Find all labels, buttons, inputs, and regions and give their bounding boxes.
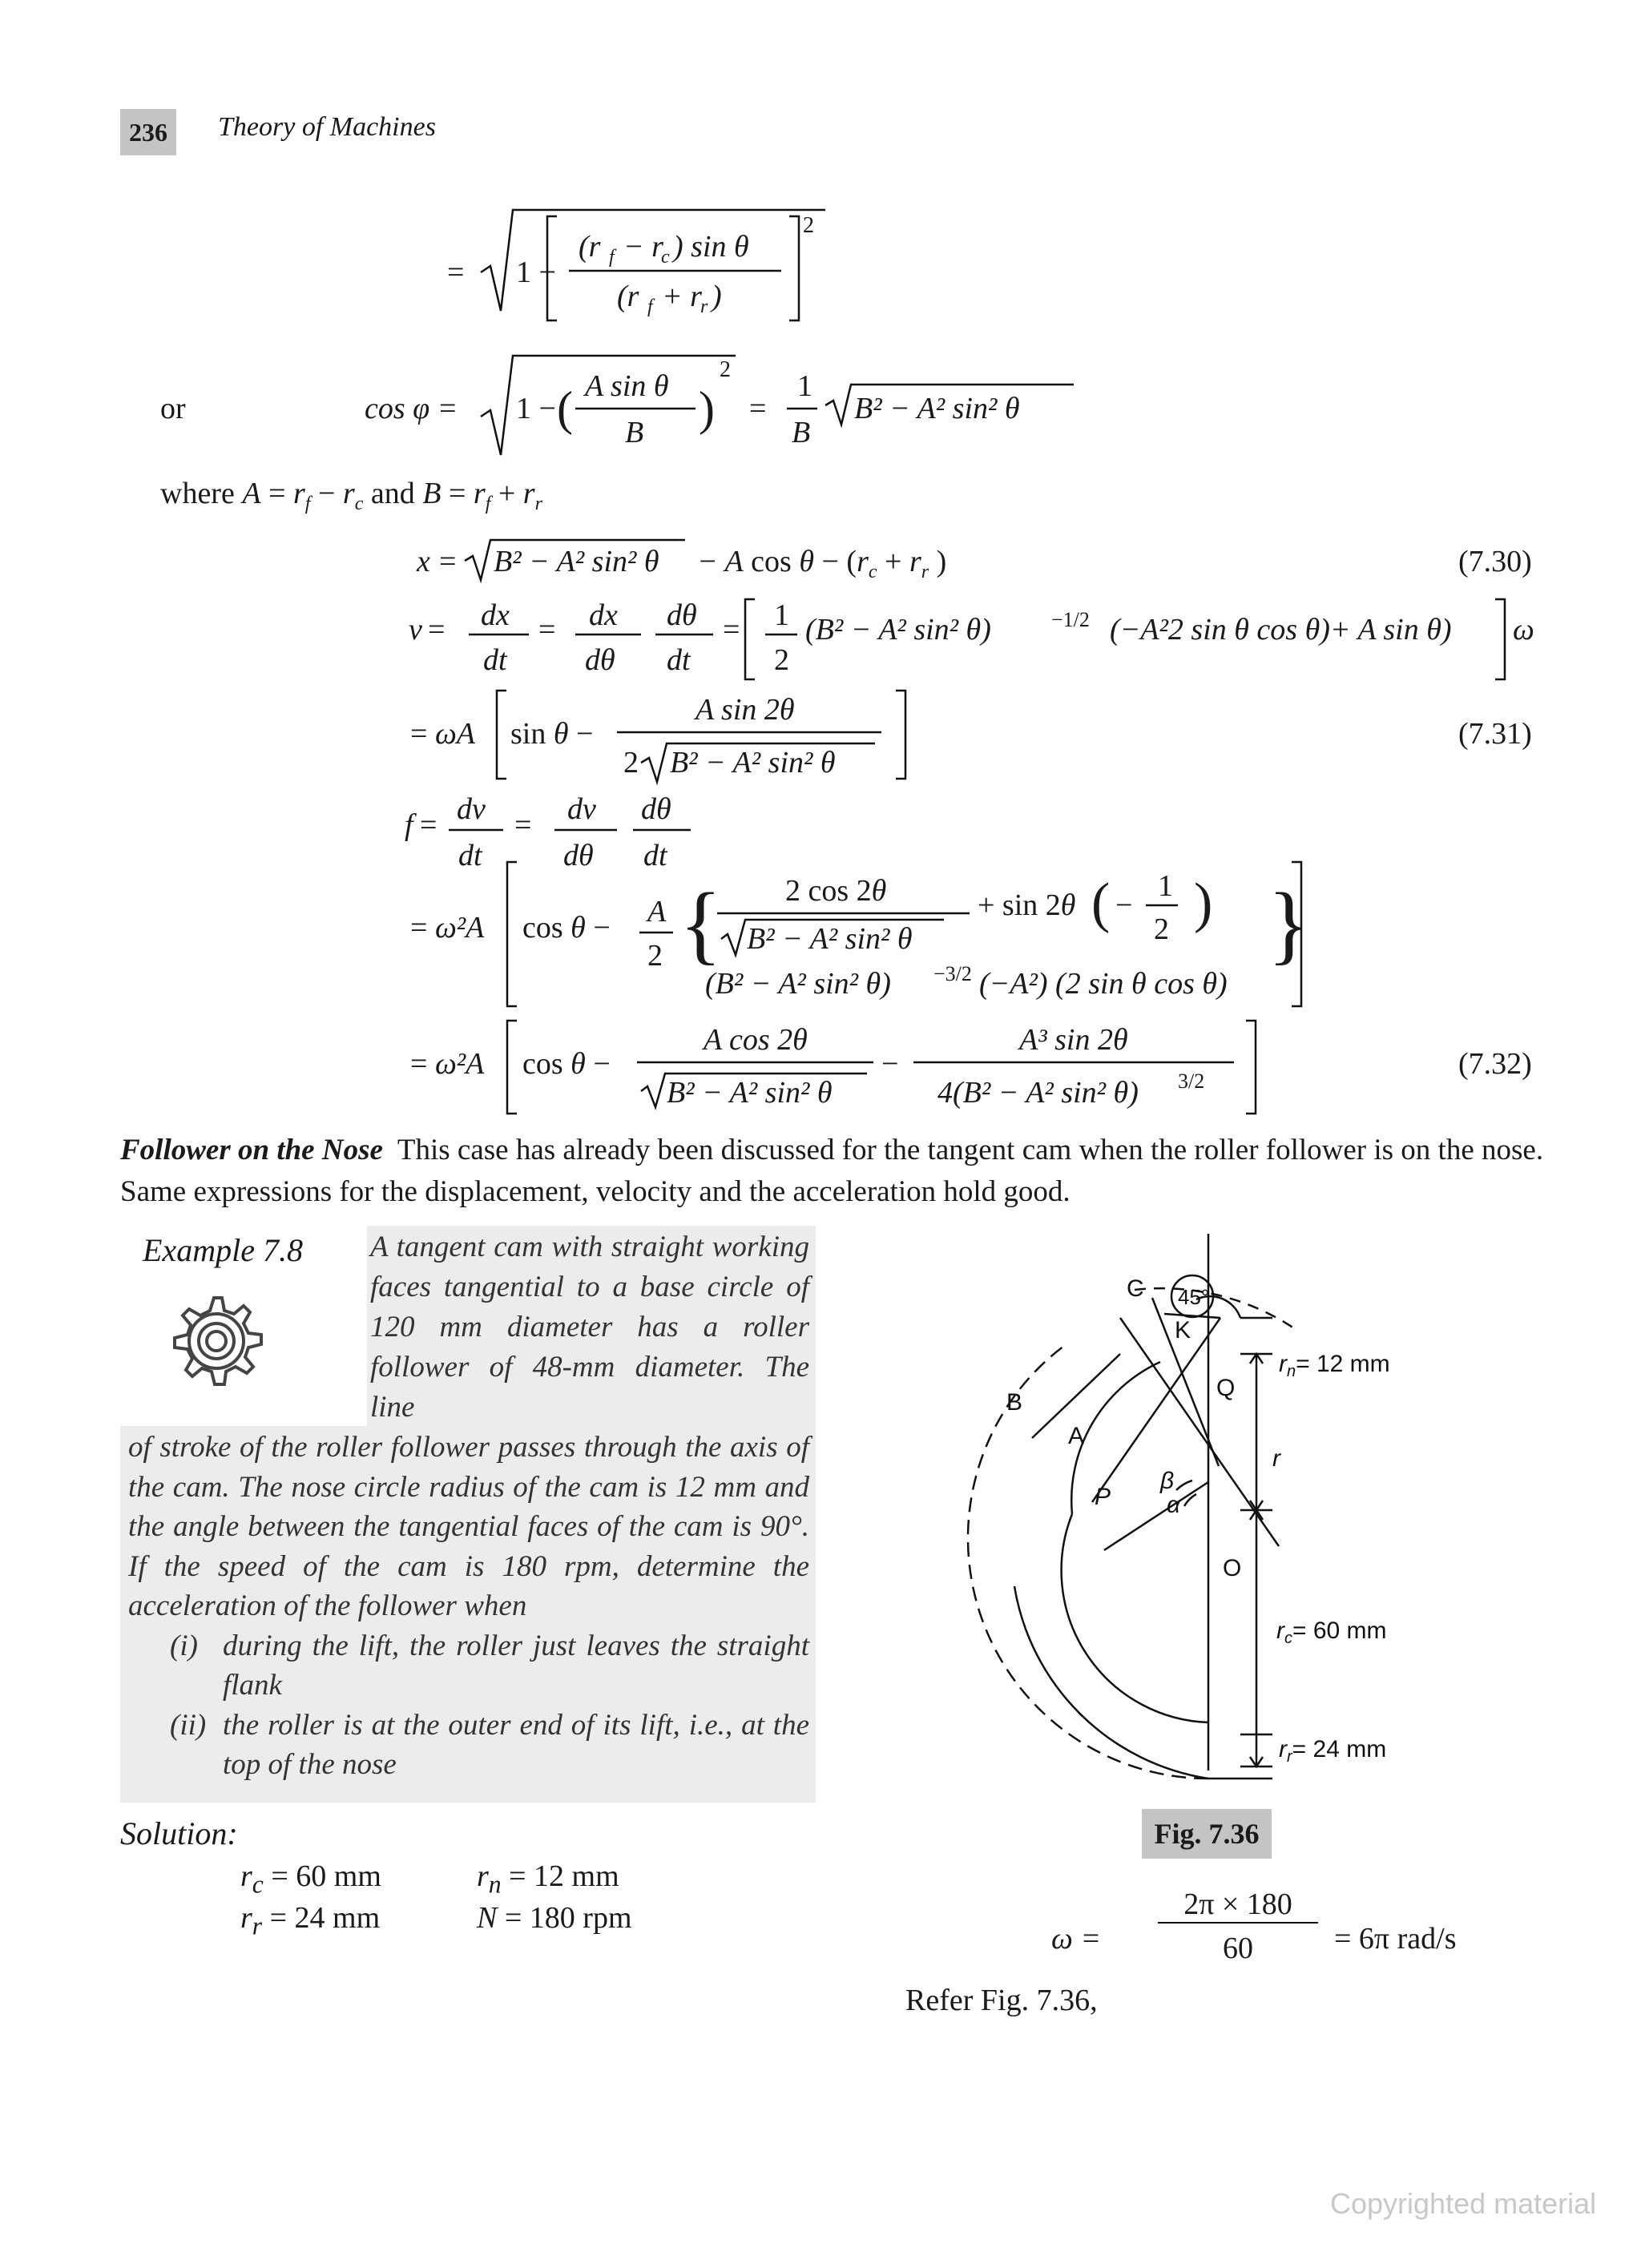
svg-text:f: f xyxy=(647,296,653,317)
svg-text:cos θ −: cos θ − xyxy=(522,1047,611,1081)
svg-text:rn= 12 mm: $r_n= 12$ mm xyxy=(1279,1351,1390,1380)
refer-figure: Refer Fig. 7.36, xyxy=(905,1984,1098,2017)
svg-text:c: c xyxy=(661,247,670,268)
label-q: Q xyxy=(1216,1375,1236,1401)
example-text-body xyxy=(128,1428,809,1785)
svg-text:2: 2 xyxy=(1154,912,1169,946)
svg-text:2: 2 xyxy=(774,643,789,677)
svg-text:): ) xyxy=(1194,872,1213,934)
running-title: Theory of Machines xyxy=(218,112,436,142)
svg-text:dx: dx xyxy=(589,598,618,632)
svg-text:2: 2 xyxy=(647,939,663,973)
svg-text:−1/2: −1/2 xyxy=(1051,608,1090,631)
svg-text:f: f xyxy=(405,808,413,842)
svg-text:dθ: dθ xyxy=(667,598,697,632)
svg-text:(−A²2 sin θ cos θ)+ A sin θ): (−A²2 sin θ cos θ)+ A sin θ) xyxy=(1110,613,1452,647)
svg-text:−: − xyxy=(1115,888,1133,922)
eq-label-731: (7.31) xyxy=(1458,717,1532,751)
svg-text:=: = xyxy=(514,808,532,842)
svg-text:(r: (r xyxy=(617,280,639,313)
given-rr: $r_r = 24$ mm xyxy=(240,1901,381,1940)
figure-7-36 xyxy=(920,1226,1641,1811)
svg-text:− r: − r xyxy=(623,230,663,264)
svg-text:1 −: 1 − xyxy=(516,392,556,425)
eq-equals: = xyxy=(447,256,465,289)
svg-text:): ) xyxy=(699,382,715,435)
svg-text:A³ sin 2θ: A³ sin 2θ xyxy=(1019,1023,1128,1057)
svg-text:−: − xyxy=(881,1047,899,1081)
svg-text:1 −: 1 − xyxy=(516,256,556,289)
svg-text:A: A xyxy=(647,895,667,929)
svg-text:where A = rf − rc and B = rf +: where $A = r_f - r_c$ and $B = r_f + r_r$ xyxy=(160,477,542,514)
svg-text:dt: dt xyxy=(458,839,482,872)
label-rc: = 60 mm xyxy=(1292,1617,1387,1644)
example-item-1-number: (i) xyxy=(170,1629,198,1662)
label-b: B xyxy=(1006,1389,1023,1416)
svg-text:2: 2 xyxy=(720,357,731,382)
svg-text:B: B xyxy=(625,416,644,449)
copyright-notice: Copyrighted material xyxy=(1330,2187,1597,2220)
svg-text:(: ( xyxy=(557,382,573,435)
svg-text:+ r: + r xyxy=(662,280,702,313)
eq-label-730: (7.30) xyxy=(1458,545,1532,578)
section-body: This case has already been discussed for the tangent cam when the roller follower is on the nose. Same expressions for the displacement, velocity and the acceleration hold good. xyxy=(120,1134,1544,1208)
given-rc: $r_c = 60$ mm xyxy=(240,1859,381,1899)
svg-text:= ω²A: = ω²A xyxy=(410,911,485,945)
svg-text:B: B xyxy=(792,416,811,449)
svg-text:{: { xyxy=(679,875,722,973)
label-45: 45° xyxy=(1178,1285,1210,1309)
svg-text:=: = xyxy=(439,545,457,578)
svg-text:3/2: 3/2 xyxy=(1178,1070,1205,1093)
svg-text:f: f xyxy=(609,247,615,268)
label-p: P xyxy=(1095,1484,1111,1510)
omega-denominator: 60 xyxy=(1223,1932,1253,1965)
svg-text:ω: ω xyxy=(1513,613,1534,647)
omega-lhs: ω = xyxy=(1051,1922,1101,1956)
example-item-2 xyxy=(128,1706,809,1785)
svg-text:B² − A² sin² θ: B² − A² sin² θ xyxy=(854,392,1020,425)
svg-text:dθ: dθ xyxy=(563,839,594,872)
label-a: A xyxy=(1068,1423,1085,1449)
svg-text:x: x xyxy=(417,545,430,578)
svg-text:rr= 24 mm: $r_r= 24$ mm xyxy=(1279,1736,1387,1766)
svg-text:A sin 2θ: A sin 2θ xyxy=(696,693,795,727)
example-item-2-number: (ii) xyxy=(170,1708,207,1742)
svg-text:rc= 60 mm: $r_c= 60$ mm xyxy=(1276,1617,1387,1647)
gear-icon xyxy=(154,1282,274,1402)
svg-text:B² − A² sin² θ: B² − A² sin² θ xyxy=(747,922,913,956)
svg-text:sin θ −: sin θ − xyxy=(510,717,594,751)
svg-text:v: v xyxy=(409,613,422,647)
svg-text:1: 1 xyxy=(774,598,789,632)
svg-text:1: 1 xyxy=(797,369,812,403)
svg-text:(: ( xyxy=(1091,872,1111,934)
svg-text:A cos 2θ: A cos 2θ xyxy=(704,1023,808,1057)
eq-label-732: (7.32) xyxy=(1458,1047,1532,1081)
svg-text:4(B² − A² sin² θ): 4(B² − A² sin² θ) xyxy=(937,1076,1139,1110)
svg-text:=: = xyxy=(749,392,767,425)
or-label: or xyxy=(160,392,186,425)
label-beta: β xyxy=(1160,1468,1175,1494)
section-heading: Follower on the Nose xyxy=(120,1134,383,1166)
svg-text:dt: dt xyxy=(483,643,507,677)
cos-phi-lhs: cos φ = xyxy=(365,392,458,425)
svg-text:=: = xyxy=(428,613,446,647)
svg-text:=: = xyxy=(723,613,740,647)
label-o: O xyxy=(1223,1555,1242,1581)
svg-text:(−A²) (2 sin θ cos θ): (−A²) (2 sin θ cos θ) xyxy=(979,967,1228,1001)
omega-numerator: 2π × 180 xyxy=(1158,1887,1318,1924)
solution-label: Solution: xyxy=(120,1815,238,1851)
svg-text:=: = xyxy=(538,613,556,647)
svg-text:+ sin 2θ: + sin 2θ xyxy=(978,888,1076,922)
svg-text:dθ: dθ xyxy=(641,792,671,826)
equations-block xyxy=(0,0,1641,1122)
label-k: K xyxy=(1175,1317,1191,1343)
label-alpha: α xyxy=(1167,1492,1181,1518)
svg-text:B² − A² sin² θ: B² − A² sin² θ xyxy=(670,746,836,779)
svg-text:−3/2: −3/2 xyxy=(933,962,972,985)
example-text-top: A tangent cam with straight working faces tangential to a base circle of 120 mm diameter has a roller follower of 48-mm diameter. The line xyxy=(370,1231,809,1424)
label-r: r xyxy=(1272,1445,1280,1472)
svg-text:1: 1 xyxy=(1158,869,1173,903)
svg-text:B² − A² sin² θ: B² − A² sin² θ xyxy=(494,545,659,578)
label-c: C xyxy=(1127,1275,1144,1302)
svg-text:= ωA: = ωA xyxy=(410,717,475,751)
section-paragraph xyxy=(120,1130,1554,1213)
svg-text:= ω²A: = ω²A xyxy=(410,1047,485,1081)
omega-result: = 6π rad/s xyxy=(1334,1922,1457,1956)
label-rn: = 12 mm xyxy=(1296,1351,1390,1377)
svg-text:): ) xyxy=(712,280,722,313)
example-item-1-text: during the lift, the roller just leaves the straight flank xyxy=(223,1629,809,1702)
figure-caption: Fig. 7.36 xyxy=(1142,1809,1272,1859)
svg-text:(B² − A² sin² θ): (B² − A² sin² θ) xyxy=(705,967,891,1001)
svg-text:r: r xyxy=(700,296,708,317)
example-item-1 xyxy=(128,1626,809,1706)
svg-text:dv: dv xyxy=(457,792,486,826)
svg-text:(B² − A² sin² θ): (B² − A² sin² θ) xyxy=(805,613,991,647)
svg-text:=: = xyxy=(420,808,437,842)
example-body: of stroke of the roller follower passes through the axis of the cam. The nose circle radius of the cam is 12 mm and the angle between the tangential faces of the cam is 90°. If the speed of the cam is 180 rpm, determine the acceleration of the follower when xyxy=(128,1431,809,1622)
svg-text:2: 2 xyxy=(623,746,639,779)
svg-text:dv: dv xyxy=(567,792,596,826)
svg-text:}: } xyxy=(1268,875,1310,973)
example-item-2-text: the roller is at the outer end of its lift, i.e., at the top of the nose xyxy=(223,1708,809,1781)
svg-text:dx: dx xyxy=(481,598,510,632)
label-rr: = 24 mm xyxy=(1292,1736,1387,1762)
svg-text:) sin θ: ) sin θ xyxy=(673,230,749,264)
svg-text:cos θ −: cos θ − xyxy=(522,911,611,945)
example-label: Example 7.8 xyxy=(143,1232,303,1268)
svg-text:A sin θ: A sin θ xyxy=(585,369,669,403)
svg-text:2 cos 2θ: 2 cos 2θ xyxy=(785,874,887,908)
page-number: 236 xyxy=(120,109,176,155)
svg-text:dt: dt xyxy=(667,643,691,677)
svg-text:(r: (r xyxy=(579,230,601,264)
svg-text:2: 2 xyxy=(803,213,814,238)
svg-text:− A cos θ − (rc + rr ): − A $\cos \theta - (r_c + r_r$ ) xyxy=(697,545,947,582)
given-n: N = 180 rpm xyxy=(477,1901,632,1935)
svg-text:B² − A² sin² θ: B² − A² sin² θ xyxy=(667,1076,833,1110)
given-rn: $r_n = 12$ mm xyxy=(477,1859,619,1899)
svg-text:dt: dt xyxy=(643,839,667,872)
svg-text:dθ: dθ xyxy=(585,643,615,677)
